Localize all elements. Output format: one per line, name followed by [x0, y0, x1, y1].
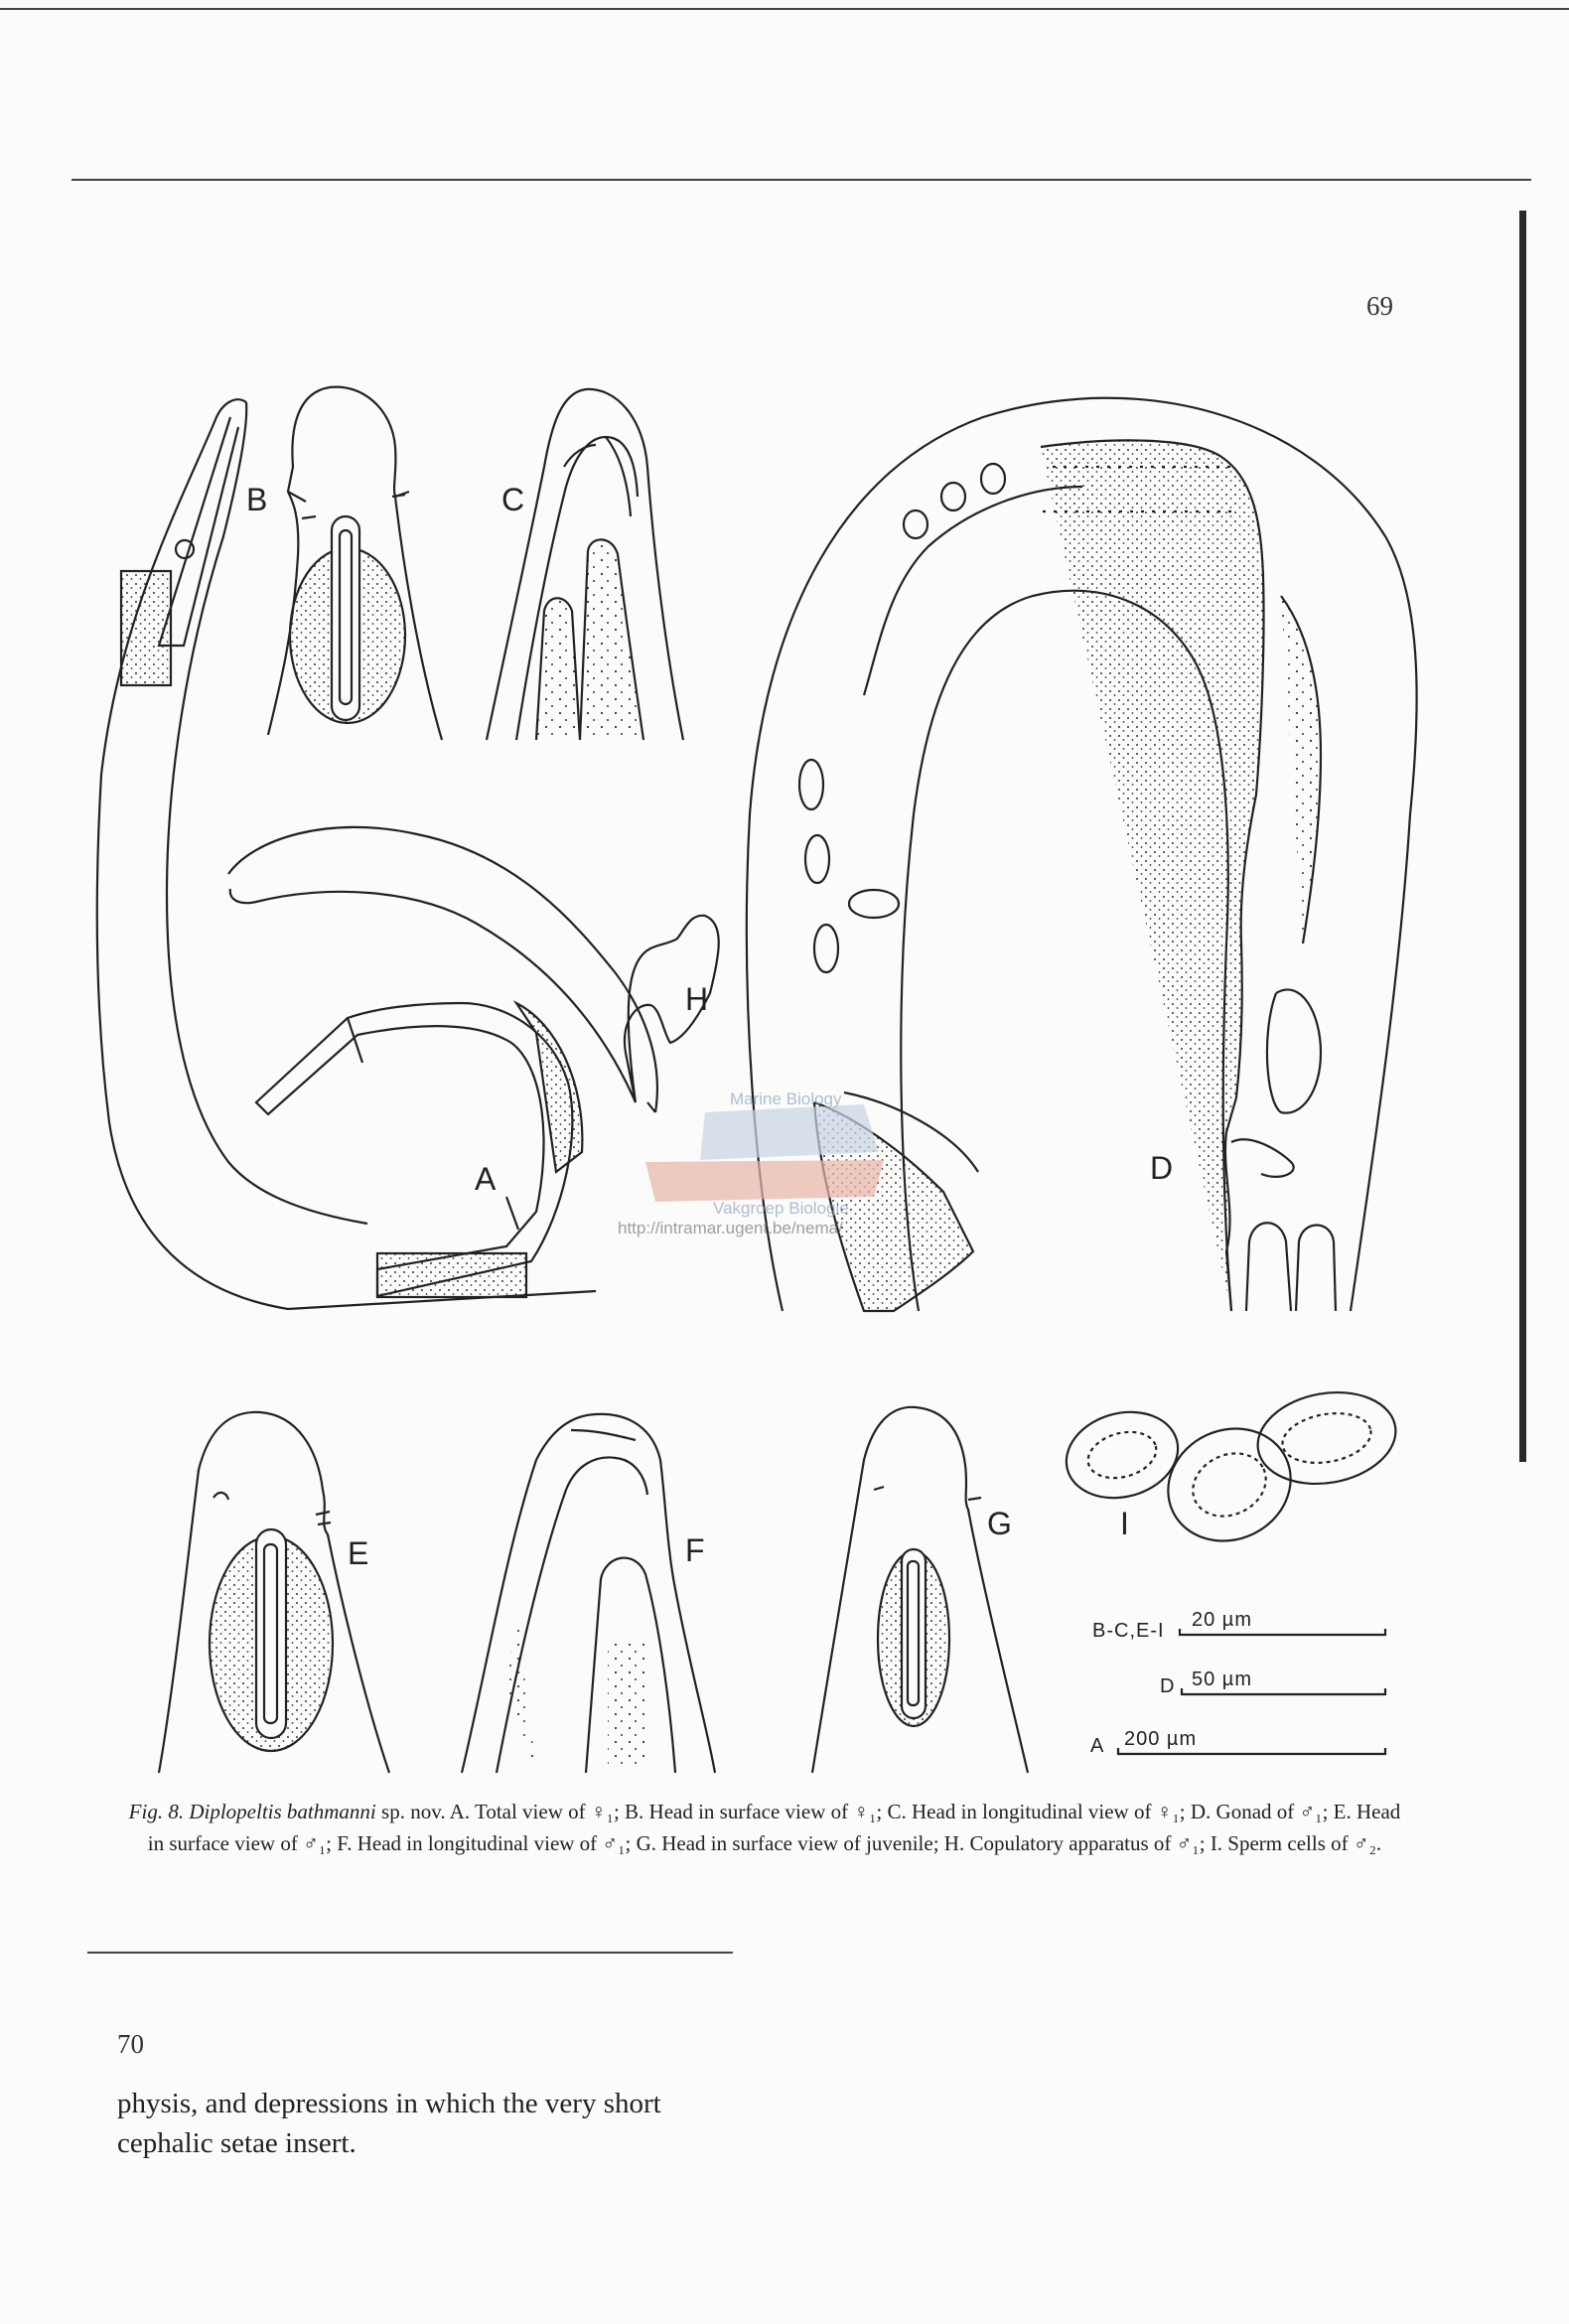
caption-figure-number: Fig. 8. — [128, 1800, 185, 1823]
watermark-line1: Marine Biology — [730, 1089, 842, 1108]
label-h: H — [685, 981, 709, 1017]
scale-bar-3-label: A — [1090, 1735, 1105, 1757]
scale-bar-2-label: D — [1160, 1675, 1176, 1697]
caption-text: sp. nov. A. Total view of ♀₁; B. Head in surface view of ♀₁; C. Head in longitudinal view of ♀₁; D. Gonad of ♂₁; E. Head in surface view of ♂₁; F. Head in longitudinal view of ♂₁; G. Head in surface view of juvenile; H. Copulatory apparatus of ♂₁; I. Sperm cells of ♂₂. — [147, 1800, 1401, 1855]
label-a: A — [475, 1161, 497, 1197]
label-d: D — [1150, 1150, 1174, 1186]
scale-bar-2-value: 50 µm — [1192, 1669, 1252, 1690]
figure-caption — [119, 1796, 1410, 1859]
label-g: G — [987, 1506, 1012, 1541]
panel-f-head-longitudinal-male — [462, 1414, 715, 1773]
panel-c-head-longitudinal-female — [487, 389, 683, 740]
label-b: B — [246, 482, 268, 517]
page-number-top: 69 — [1366, 291, 1393, 321]
watermark-line2: Vakgroep Biologie — [713, 1199, 849, 1218]
scale-bar-1-label: B-C,E-I — [1092, 1620, 1165, 1642]
label-i: I — [1120, 1506, 1129, 1541]
scale-bar-3-value: 200 µm — [1124, 1728, 1198, 1750]
panel-e-head-surface-male — [159, 1412, 389, 1773]
label-e: E — [348, 1535, 369, 1571]
watermark — [618, 1089, 884, 1237]
watermark-url: http://intramar.ugent.be/nema/ — [618, 1219, 843, 1237]
panel-h-copulatory-apparatus — [228, 827, 719, 1112]
body-text: physis, and depressions in which the very short cephalic setae insert. — [117, 2088, 661, 2159]
panel-i-sperm-cells — [1057, 1382, 1403, 1561]
label-f: F — [685, 1532, 705, 1568]
panel-g-head-surface-juvenile — [812, 1407, 1028, 1773]
page-number-bottom: 70 — [117, 2029, 144, 2059]
scale-bar-1-value: 20 µm — [1192, 1609, 1252, 1631]
scale-bars — [1090, 1609, 1385, 1757]
panel-b-head-surface-female — [246, 387, 442, 740]
caption-species-name: Diplopeltis bathmanni — [189, 1800, 376, 1823]
label-c: C — [501, 482, 525, 517]
footer-rule — [87, 1952, 733, 1954]
